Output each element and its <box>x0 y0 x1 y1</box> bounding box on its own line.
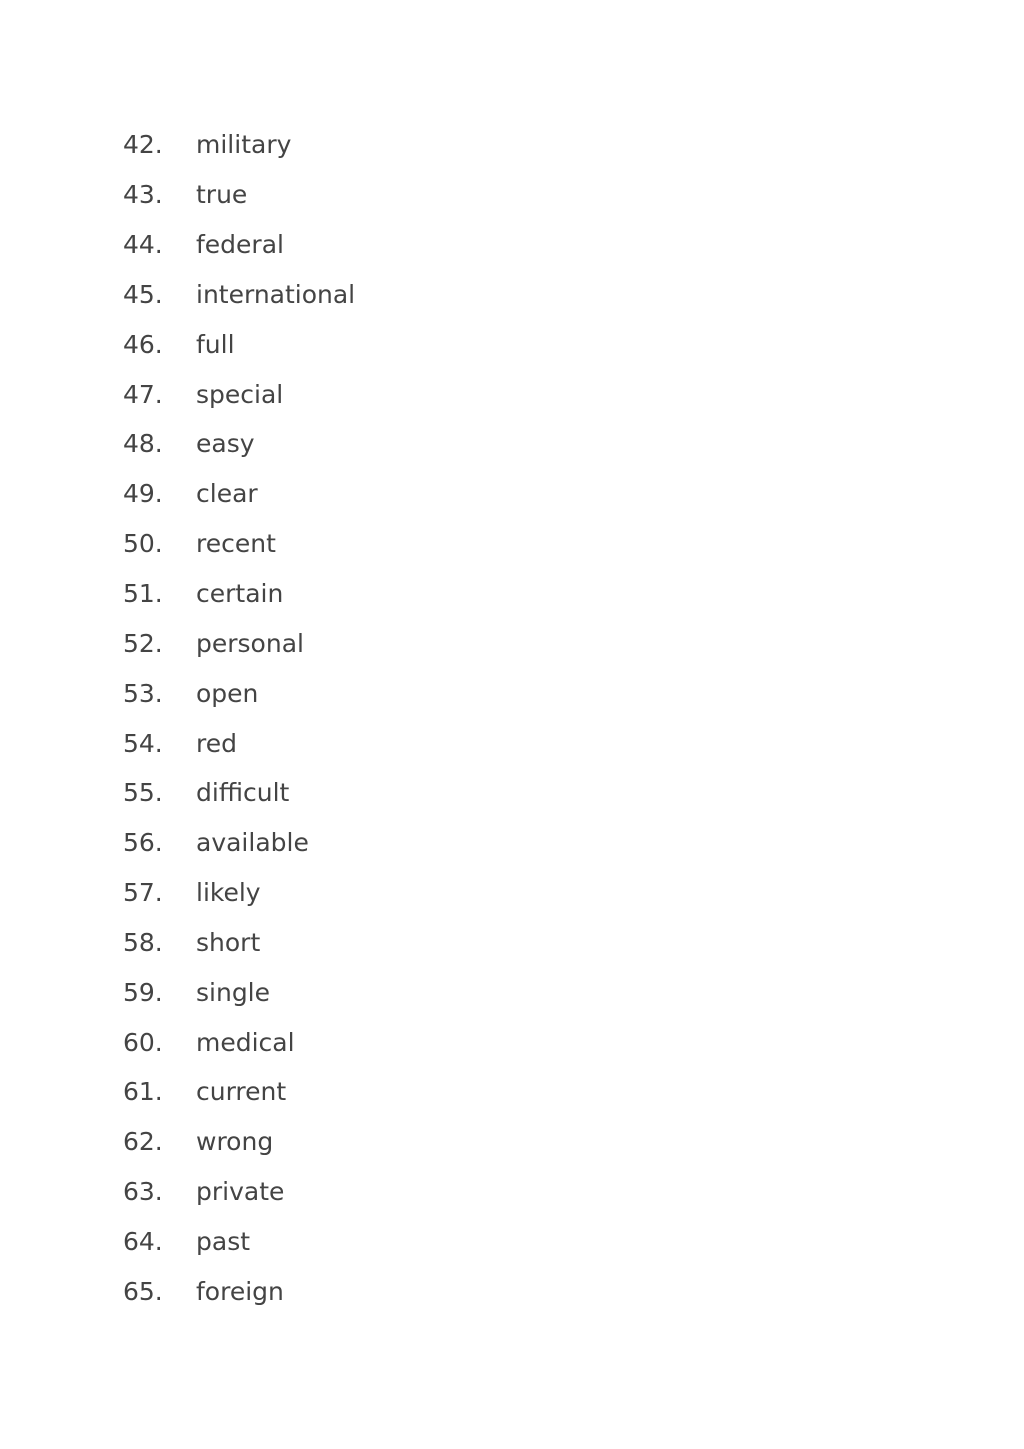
list-item <box>123 170 355 220</box>
item-word: federal <box>196 230 284 260</box>
list-item <box>123 519 355 569</box>
item-word: easy <box>196 429 255 459</box>
item-number: 43. <box>123 180 163 210</box>
item-number: 49. <box>123 479 163 509</box>
item-word: international <box>196 279 356 309</box>
item-number: 54. <box>123 728 163 758</box>
item-number: 63. <box>123 1177 163 1207</box>
item-number: 44. <box>123 230 163 260</box>
item-number: 47. <box>123 379 163 409</box>
list-item <box>123 220 355 270</box>
item-number: 59. <box>123 977 163 1007</box>
item-word: current <box>196 1077 287 1107</box>
list-item <box>123 918 355 968</box>
item-number: 61. <box>123 1077 163 1107</box>
list-item <box>123 319 355 369</box>
item-number: 58. <box>123 927 163 957</box>
list-item <box>123 120 355 170</box>
list-item <box>123 270 355 320</box>
item-word: red <box>196 728 237 758</box>
item-word: certain <box>196 579 284 609</box>
item-word: short <box>196 927 261 957</box>
item-word: foreign <box>196 1276 284 1306</box>
item-number: 52. <box>123 628 163 658</box>
numbered-word-list <box>123 120 355 1316</box>
list-item <box>123 1266 355 1316</box>
item-word: wrong <box>196 1127 274 1157</box>
item-word: available <box>196 828 309 858</box>
item-number: 65. <box>123 1276 163 1306</box>
item-number: 62. <box>123 1127 163 1157</box>
list-item <box>123 1017 355 1067</box>
item-number: 64. <box>123 1226 163 1256</box>
item-word: single <box>196 977 271 1007</box>
item-word: medical <box>196 1027 295 1057</box>
item-number: 45. <box>123 279 163 309</box>
list-item <box>123 818 355 868</box>
list-item <box>123 1167 355 1217</box>
item-word: past <box>196 1226 251 1256</box>
list-item <box>123 469 355 519</box>
item-word: difficult <box>196 778 290 808</box>
item-number: 46. <box>123 329 163 359</box>
item-word: recent <box>196 529 276 559</box>
item-number: 57. <box>123 878 163 908</box>
list-item <box>123 1217 355 1267</box>
item-word: open <box>196 678 259 708</box>
list-item <box>123 967 355 1017</box>
item-word: private <box>196 1177 285 1207</box>
item-word: clear <box>196 479 258 509</box>
item-word: personal <box>196 628 304 658</box>
list-item <box>123 569 355 619</box>
item-word: likely <box>196 878 261 908</box>
list-item <box>123 668 355 718</box>
list-item <box>123 419 355 469</box>
item-word: special <box>196 379 284 409</box>
item-number: 53. <box>123 678 163 708</box>
list-item <box>123 1117 355 1167</box>
list-item <box>123 1067 355 1117</box>
item-number: 55. <box>123 778 163 808</box>
item-number: 42. <box>123 130 163 160</box>
item-word: true <box>196 180 248 210</box>
list-item <box>123 369 355 419</box>
item-word: military <box>196 130 292 160</box>
list-item <box>123 618 355 668</box>
item-number: 50. <box>123 529 163 559</box>
item-number: 48. <box>123 429 163 459</box>
list-item <box>123 768 355 818</box>
item-number: 51. <box>123 579 163 609</box>
item-number: 56. <box>123 828 163 858</box>
list-item <box>123 718 355 768</box>
item-number: 60. <box>123 1027 163 1057</box>
item-word: full <box>196 329 235 359</box>
list-item <box>123 868 355 918</box>
